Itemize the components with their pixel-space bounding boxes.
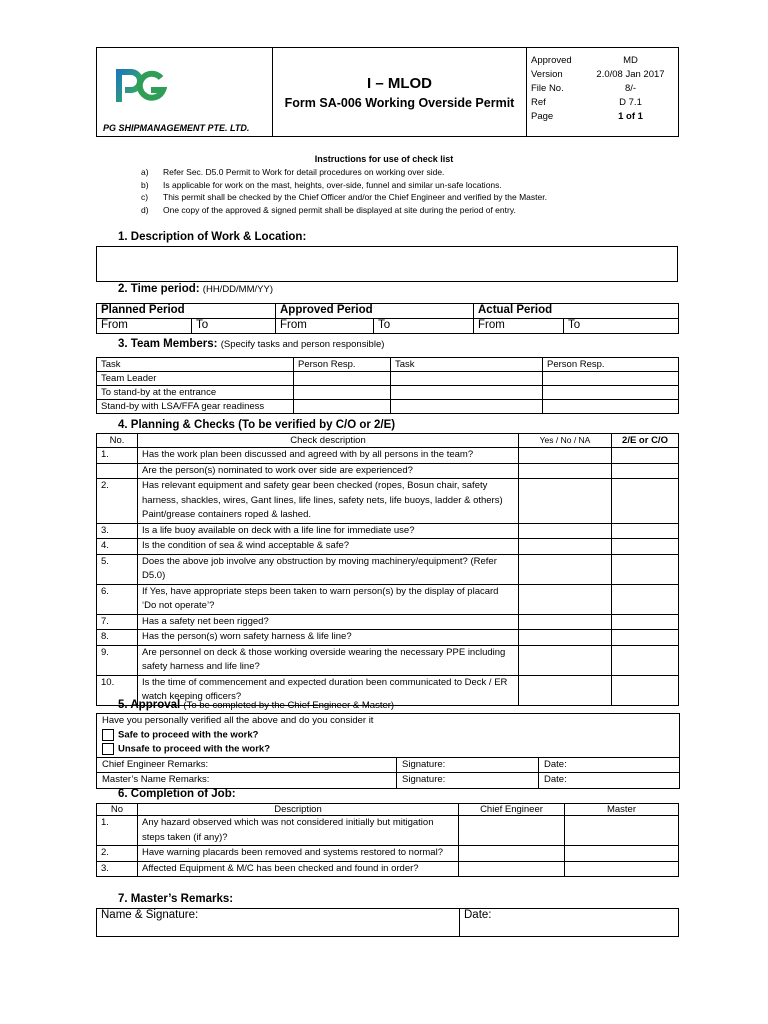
section1-title: 1. Description of Work & Location: (118, 231, 307, 243)
approval-box (96, 713, 680, 789)
table-row: 5. Does the above job involve any obstruction by moving machinery/equipment? (Refer D5.0) (97, 554, 679, 584)
ce-signature-label: Signature: (402, 759, 446, 770)
header-table (96, 47, 679, 137)
person-resp-header: Person Resp. (543, 358, 679, 372)
instructions-list (141, 166, 547, 216)
unsafe-option: Unsafe to proceed with the work? (102, 743, 270, 755)
team-members-table (96, 357, 679, 414)
section3-title: 3. Team Members: (Specify tasks and person responsible) (118, 338, 385, 350)
table-row: 7. Has a safety net been rigged? (97, 614, 679, 630)
company-name: PG SHIPMANAGEMENT PTE. LTD. (103, 123, 250, 133)
section7-title: 7. Master’s Remarks: (118, 893, 234, 905)
ce-date-label: Date: (544, 759, 567, 770)
table-row: 10. Is the time of commencement and expected duration been communicated to Deck / ER watch keeping officers? (97, 675, 679, 705)
planning-checks-table (96, 433, 679, 706)
table-row: 4. Is the condition of sea & wind acceptable & safe? (97, 539, 679, 555)
logo-cell (97, 48, 273, 137)
meta-cell (527, 48, 679, 137)
task-header: Task (391, 358, 543, 372)
instruction-item: a) Refer Sec. D5.0 Permit to Work for detail procedures on working over side. (141, 167, 445, 177)
table-row: 8. Has the person(s) worn safety harness & life line? (97, 630, 679, 646)
master-remarks-label: Master’s Name Remarks: (102, 774, 210, 785)
actual-from-field[interactable]: From (474, 319, 564, 334)
table-row: Are the person(s) nominated to work over side are experienced? (97, 463, 679, 479)
section5-title: 5. Approval (To be completed by the Chief Engineer & Master) (118, 699, 395, 711)
table-row: 2. Have warning placards been removed and systems restored to normal? (97, 846, 679, 862)
table-row: 3. Affected Equipment & M/C has been checked and found in order? (97, 861, 679, 877)
meta-ref: Ref D 7.1 (531, 97, 642, 108)
table-row: To stand-by at the entrance (97, 386, 679, 400)
master-remarks-table (96, 908, 679, 937)
task-header: Task (97, 358, 294, 372)
name-signature-field[interactable]: Name & Signature: (97, 909, 460, 937)
unsafe-checkbox[interactable] (102, 743, 114, 755)
table-row: Team Leader (97, 372, 679, 386)
instruction-item: d) One copy of the approved & signed permit shall be displayed at site during the period of entry. (141, 204, 516, 215)
time-period-table (96, 303, 679, 334)
instruction-item: c) This permit shall be checked by the Chief Officer and/or the Chief Engineer and verified by the Master. (141, 192, 547, 203)
table-row: 3. Is a life buoy available on deck with a life line for immediate use? (97, 523, 679, 539)
safe-option: Safe to proceed with the work? (102, 729, 258, 741)
planned-period-header: Planned Period (97, 304, 276, 319)
table-row: 1. Has the work plan been discussed and agreed with by all persons in the team? (97, 448, 679, 464)
checks-header-row: No. Check description Yes / No / NA 2/E or C/O (97, 434, 679, 448)
table-row: 6. If Yes, have appropriate steps been taken to warn person(s) by the display of placard ‘Do not operate’? (97, 584, 679, 614)
table-row: 1. Any hazard observed which was not considered initially but mitigation steps taken (if any)? (97, 816, 679, 846)
approval-question: Have you personally verified all the above and do you consider it (102, 715, 374, 726)
ce-remarks-label: Chief Engineer Remarks: (102, 759, 209, 770)
section6-title: 6. Completion of Job: (118, 788, 236, 800)
approved-period-header: Approved Period (276, 304, 474, 319)
pg-logo-icon (115, 68, 167, 104)
meta-page: Page 1 of 1 (531, 111, 643, 122)
safe-checkbox[interactable] (102, 729, 114, 741)
table-row: Stand-by with LSA/FFA gear readiness (97, 400, 679, 414)
completion-table (96, 803, 679, 877)
work-description-field[interactable] (96, 246, 678, 282)
form-title: I – MLOD (366, 74, 432, 92)
person-resp-header: Person Resp. (294, 358, 391, 372)
table-row: 9. Are personnel on deck & those working overside wearing the necessary PPE including safety harness and life line? (97, 645, 679, 675)
completion-header-row: No Description Chief Engineer Master (97, 804, 679, 816)
section2-title: 2. Time period: (HH/DD/MM/YY) (118, 283, 273, 295)
actual-period-header: Actual Period (474, 304, 679, 319)
team-header-row (97, 358, 679, 372)
title-cell (273, 48, 527, 137)
planned-to-field[interactable]: To (192, 319, 276, 334)
actual-to-field[interactable]: To (564, 319, 679, 334)
master-signature-label: Signature: (402, 774, 446, 785)
meta-version: Version 2.0/08 Jan 2017 (531, 69, 665, 80)
master-date-label: Date: (544, 774, 567, 785)
approved-from-field[interactable]: From (276, 319, 374, 334)
master-date-field[interactable]: Date: (460, 909, 679, 937)
instruction-item: b) Is applicable for work on the mast, heights, over-side, funnel and similar un-safe locations. (141, 179, 502, 190)
table-row: 2. Has relevant equipment and safety gear been checked (ropes, Bosun chair, safety harness, shackles, wires, Gant lines, life lines, safety nets, life buoys, ladder & others) Paint/grease containers roped & lashed. (97, 479, 679, 524)
approved-to-field[interactable]: To (374, 319, 474, 334)
instructions-title: Instructions for use of check list (314, 154, 454, 164)
form-subtitle: Form SA-006 Working Overside Permit (284, 95, 515, 110)
section4-title: 4. Planning & Checks (To be verified by C/O or 2/E) (118, 419, 396, 431)
meta-file-no: File No. 8/- (531, 83, 637, 94)
meta-approved: Approved MD (531, 55, 638, 66)
planned-from-field[interactable]: From (97, 319, 192, 334)
